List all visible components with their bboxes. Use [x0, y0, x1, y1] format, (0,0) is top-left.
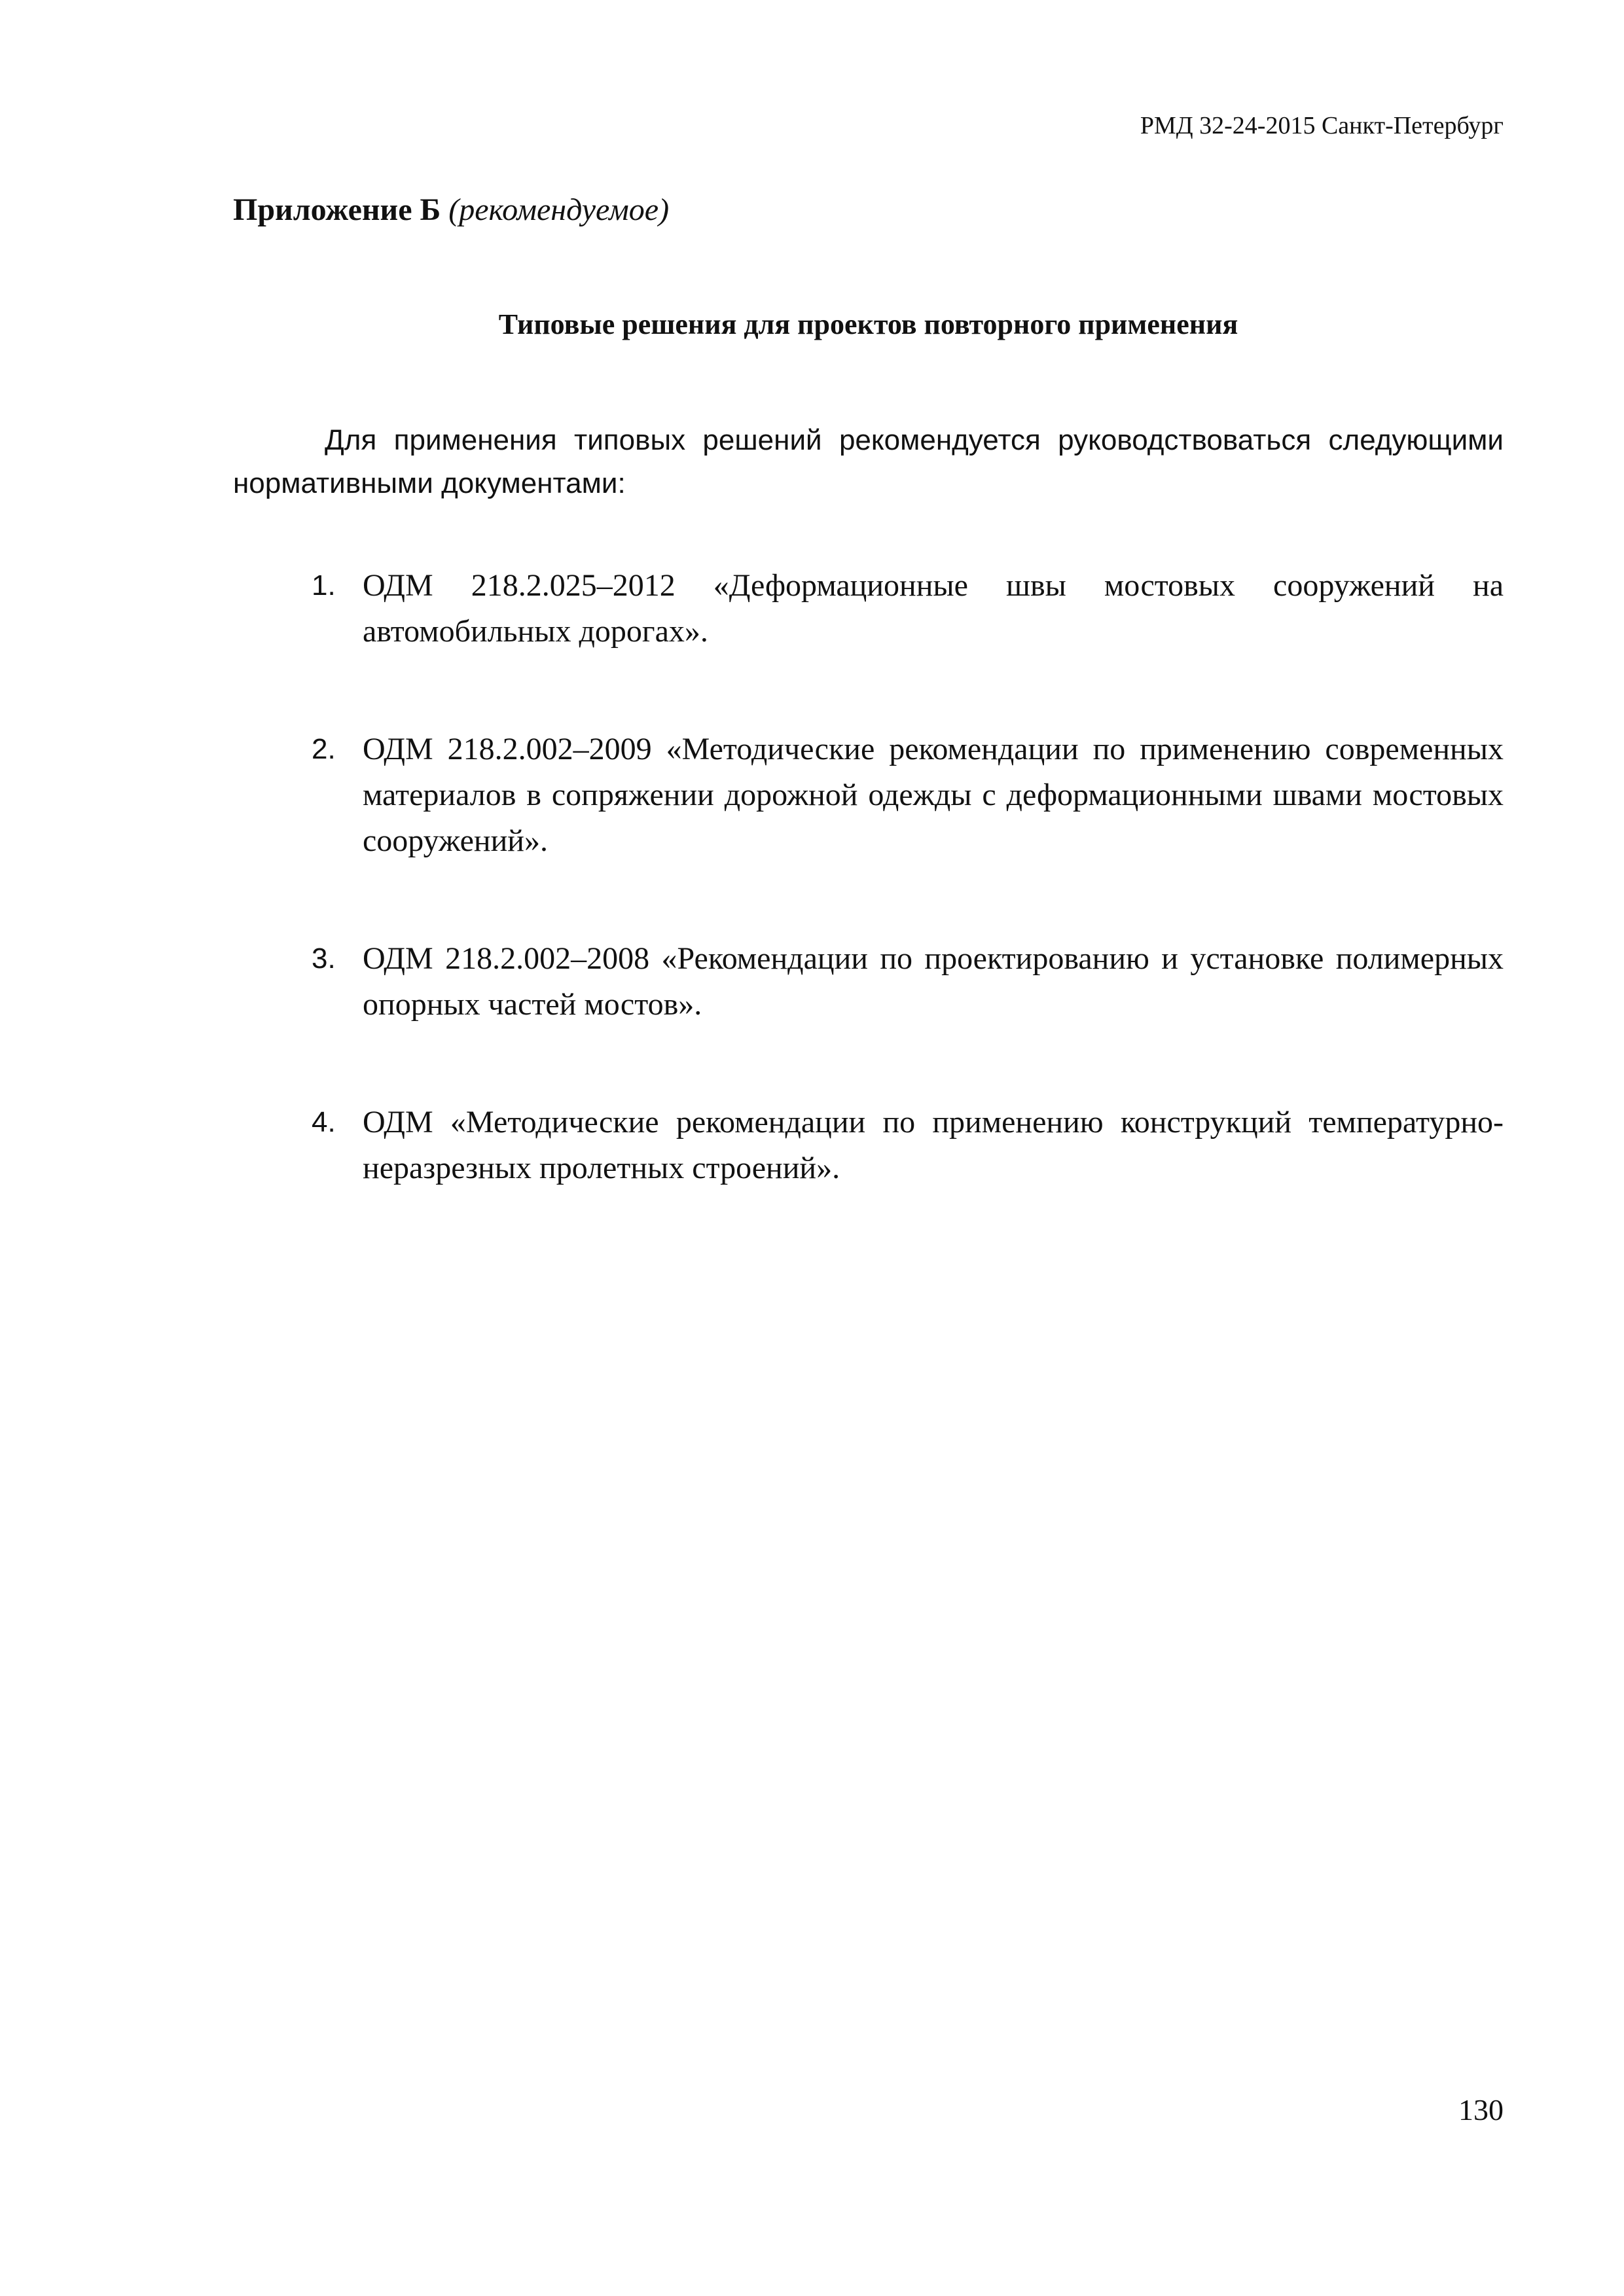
appendix-label: Приложение Б	[233, 192, 441, 227]
list-item	[233, 726, 1504, 864]
list-item	[233, 936, 1504, 1028]
list-item	[233, 563, 1504, 655]
list-item-number: 2.	[312, 733, 336, 765]
list-item-number: 4.	[312, 1106, 336, 1138]
list-item-number: 3.	[312, 942, 336, 975]
list-item-text: ОДМ 218.2.002–2008 «Рекомендации по проектированию и установке полимерных опорных частей мостов».	[363, 941, 1504, 1022]
list-item-text: ОДМ 218.2.025–2012 «Деформационные швы мостовых сооружений на автомобильных дорогах».	[363, 568, 1504, 649]
section-title: Типовые решения для проектов повторного применения	[498, 308, 1238, 340]
page-number: 130	[1458, 2093, 1504, 2126]
appendix-qualifier: (рекомендуемое)	[448, 192, 670, 227]
intro-paragraph: Для применения типовых решений рекомендуется руководствоваться следующими нормативными документами:	[233, 424, 1504, 499]
list-item-number: 1.	[312, 569, 336, 601]
list-item	[233, 1100, 1504, 1191]
list-item-text: ОДМ 218.2.002–2009 «Методические рекомендации по применению современных материалов в сопряжении дорожной одежды с деформационными швами мостовых сооружений».	[363, 732, 1504, 858]
reference-list	[233, 563, 1504, 1263]
appendix-heading	[233, 190, 669, 230]
running-header: РМД 32-24-2015 Санкт-Петербург	[1140, 112, 1504, 139]
list-item-text: ОДМ «Методические рекомендации по применению конструкций температурно-неразрезных пролетных строений».	[363, 1105, 1504, 1185]
